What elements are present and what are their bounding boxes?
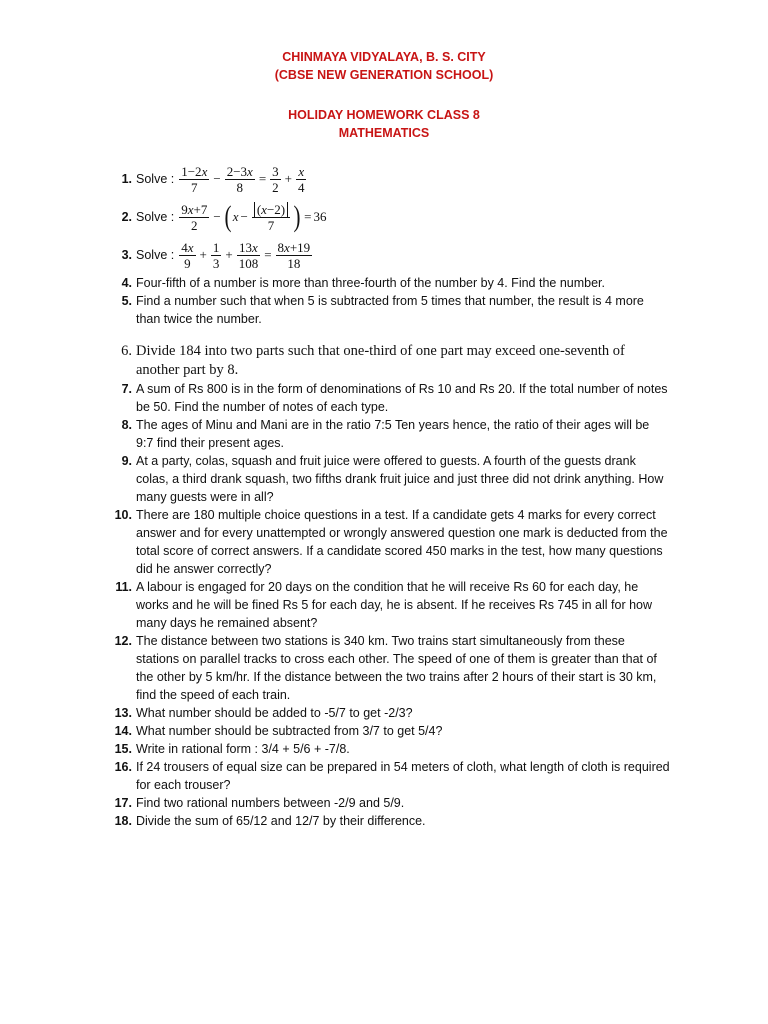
question-18 [110, 812, 670, 830]
question-label: Solve : [136, 248, 175, 262]
question-number: 12. [114, 634, 132, 648]
school-name: CHINMAYA VIDYALAYA, B. S. CITY [282, 50, 486, 64]
question-4 [110, 274, 670, 292]
question-text: The ages of Minu and Mani are in the ratio 7:5 Ten years hence, the ratio of their ages will be 9:7 find their present ages. [136, 418, 650, 450]
question-text: What number should be added to -5/7 to get -2/3? [136, 706, 413, 720]
subject-title: MATHEMATICS [338, 126, 430, 140]
question-text: A sum of Rs 800 is in the form of denominations of Rs 10 and Rs 20. If the total number of notes be 50. Find the number of notes of each type. [136, 382, 668, 414]
question-number: 10. [114, 508, 132, 522]
question-6 [110, 342, 670, 380]
question-text: The distance between two stations is 340 km. Two trains start simultaneously from these stations on parallel tracks to cross each other. The speed of one of them is greater than that of the other by 5 km/hr. If the distance between the two trains after 2 hours of their start is 30 km, find the speed of each train. [136, 634, 657, 702]
question-number: 6. [121, 343, 132, 359]
question-7 [110, 380, 670, 416]
question-9 [110, 452, 670, 506]
equation-1: 1−2x 7 − $\frac{2-3x}{8}$ = $\frac{3}{2}$ + $\frac{x}{4}$ [181, 163, 305, 195]
question-number: 8. [121, 418, 132, 432]
question-text: What number should be subtracted from 3/7 to get 5/4? [136, 724, 443, 738]
question-1 [110, 160, 670, 198]
question-number: 16. [114, 760, 132, 774]
question-text: Find a number such that when 5 is subtracted from 5 times that number, the result is 4 more than twice the number. [136, 294, 644, 326]
question-number: 17. [114, 796, 132, 810]
question-15 [110, 740, 670, 758]
question-number: 5. [121, 294, 132, 308]
question-17 [110, 794, 670, 812]
question-number: 7. [121, 382, 132, 396]
equation-3: 4x 9 + $\frac{1}{3}$ + $\frac{13x}{108}$ = $\frac{8x+19}{18}$ [181, 239, 311, 271]
question-11 [110, 578, 670, 632]
question-text: If 24 trousers of equal size can be prepared in 54 meters of cloth, what length of cloth is required for each trouser? [136, 760, 670, 792]
equation-2: 9x+7 2 − ( x − $\frac{(x-2)}{7}$ ) = 36 [181, 200, 327, 233]
question-label: Solve : [136, 210, 175, 224]
question-text: Four-fifth of a number is more than three-fourth of the number by 4. Find the number. [136, 276, 605, 290]
question-2 [110, 198, 670, 236]
question-16 [110, 758, 670, 794]
question-10 [110, 506, 670, 578]
question-text: A labour is engaged for 20 days on the condition that he will receive Rs 60 for each day, he works and he will be fined Rs 5 for each day, he is absent. If he receives Rs 745 in all for how many days he remained absent? [136, 580, 653, 630]
question-number: 11. [115, 580, 132, 594]
question-14 [110, 722, 670, 740]
school-subtitle: (CBSE NEW GENERATION SCHOOL) [274, 68, 494, 82]
question-number: 15. [114, 742, 132, 756]
document-header [0, 48, 768, 142]
question-list [110, 160, 670, 830]
question-number: 13. [114, 706, 132, 720]
question-text: Write in rational form : 3/4 + 5/6 + -7/8. [136, 742, 350, 756]
question-text: At a party, colas, squash and fruit juice were offered to guests. A fourth of the guests drank colas, a third drank squash, two fifths drank fruit juice and just three did not drink anything. How many guests were in all? [136, 454, 664, 504]
question-12 [110, 632, 670, 704]
question-number: 18. [114, 814, 132, 828]
question-number: 9. [121, 454, 132, 468]
question-text: Divide 184 into two parts such that one-third of one part may exceed one-seventh of another part by 8. [136, 343, 625, 378]
question-13 [110, 704, 670, 722]
document-title: HOLIDAY HOMEWORK CLASS 8 [288, 108, 480, 122]
question-5 [110, 292, 670, 328]
question-8 [110, 416, 670, 452]
question-number: 1. [121, 172, 132, 186]
question-number: 14. [114, 724, 132, 738]
question-number: 2. [121, 210, 132, 224]
question-number: 3. [121, 248, 132, 262]
question-label: Solve : [136, 172, 175, 186]
question-text: There are 180 multiple choice questions in a test. If a candidate gets 4 marks for every correct answer and for every unattempted or wrongly answered question one mark is deducted from the total score of correct answers. If a candidate scored 450 marks in the test, how many questions did he answer correctly? [136, 508, 668, 576]
question-3 [110, 236, 670, 274]
question-text: Find two rational numbers between -2/9 and 5/9. [136, 796, 405, 810]
question-number: 4. [121, 276, 132, 290]
question-text: Divide the sum of 65/12 and 12/7 by their difference. [136, 814, 426, 828]
